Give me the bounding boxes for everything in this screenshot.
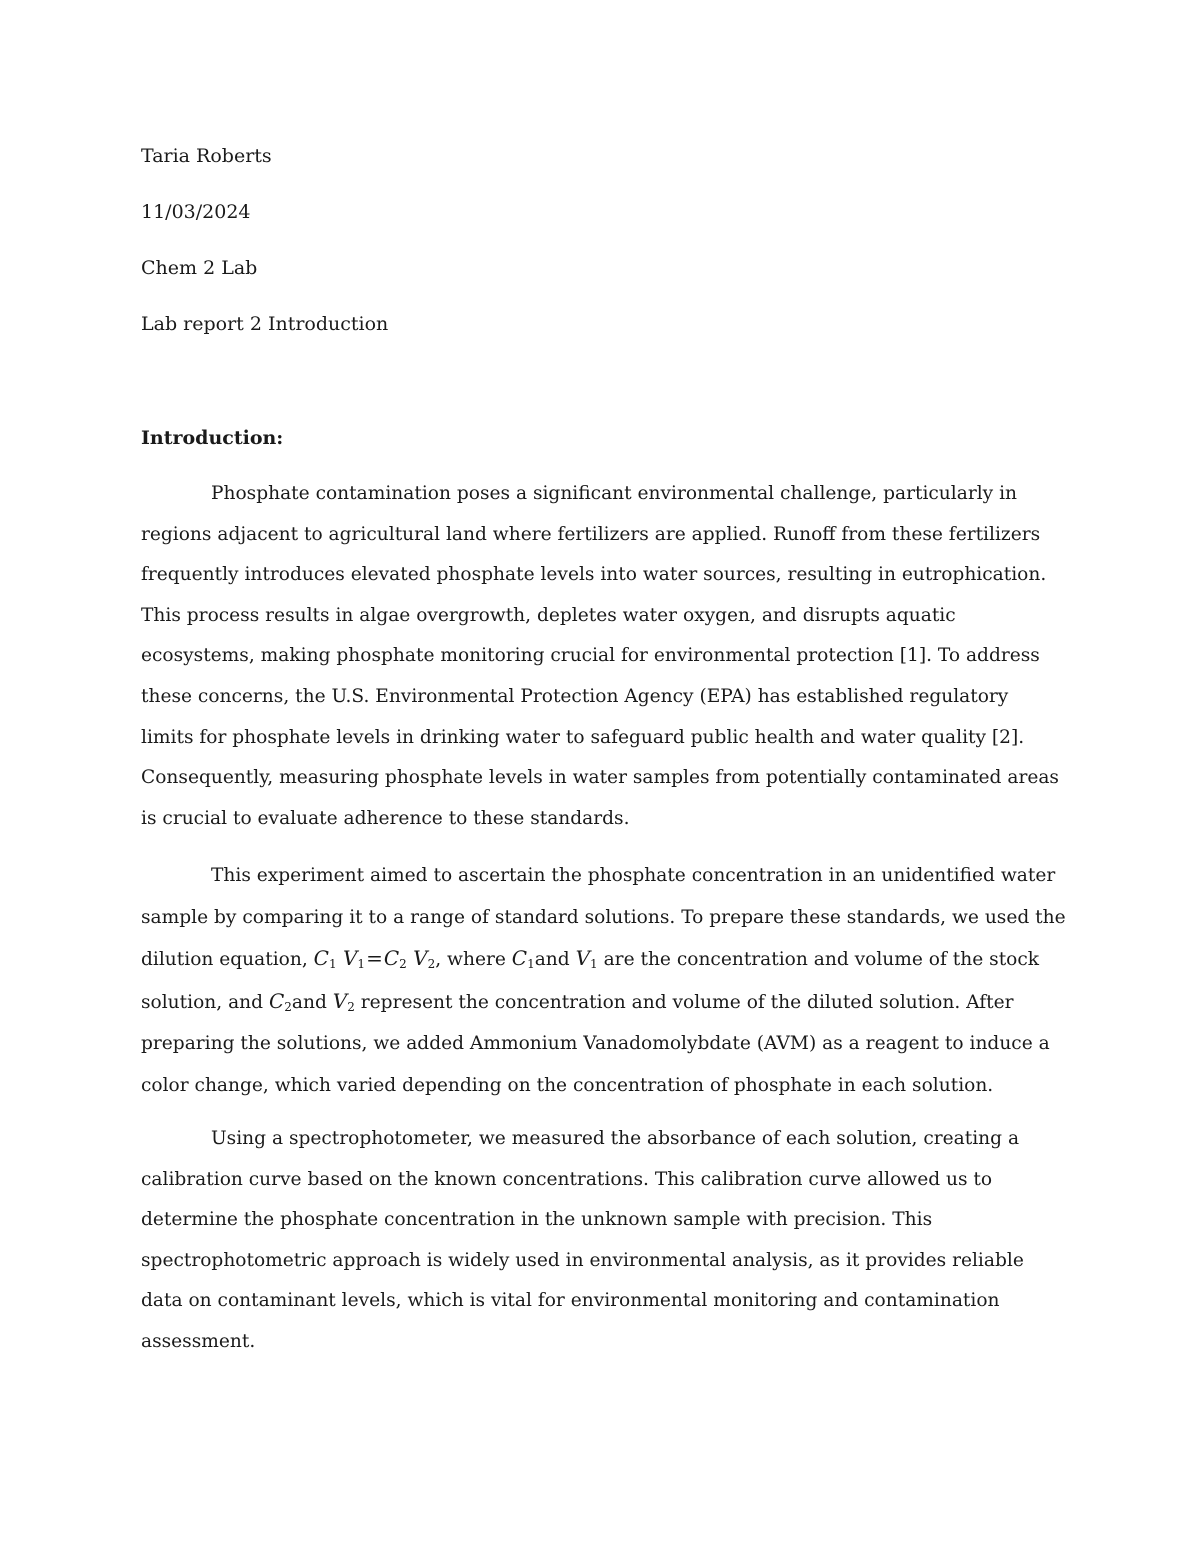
paragraph-1 bbox=[141, 474, 1059, 839]
text-fragment: represent the concentration and volume of the diluted solution. After bbox=[354, 991, 1014, 1013]
paragraph-line: calibration curve based on the known concentrations. This calibration curve allowed us to bbox=[141, 1168, 993, 1190]
paragraph-line: frequently introduces elevated phosphate levels into water sources, resulting in eutrophication. bbox=[141, 564, 1047, 586]
text-fragment: solution, and bbox=[141, 991, 269, 1013]
math-equals: = bbox=[366, 946, 383, 970]
text-fragment: and bbox=[291, 991, 333, 1013]
math-sub: 2 bbox=[347, 999, 355, 1014]
text-fragment: are the concentration and volume of the stock bbox=[597, 949, 1040, 970]
report-date: 11/03/2024 bbox=[141, 201, 251, 223]
paragraph-2 bbox=[141, 855, 1066, 1106]
paragraph-line: Consequently, measuring phosphate levels in water samples from potentially contaminated areas bbox=[141, 767, 1059, 789]
math-var: C bbox=[268, 988, 285, 1013]
course-name: Chem 2 Lab bbox=[141, 257, 258, 279]
math-var: C bbox=[383, 946, 400, 970]
paragraph-line: data on contaminant levels, which is vital for environmental monitoring and contamination bbox=[141, 1290, 1000, 1312]
section-heading: Introduction: bbox=[141, 427, 284, 449]
paragraph-line: is crucial to evaluate adherence to these standards. bbox=[141, 807, 630, 829]
math-sub: 1 bbox=[328, 957, 337, 971]
math-var: V bbox=[413, 946, 428, 970]
math-c1 bbox=[512, 946, 535, 970]
math-var: C bbox=[511, 946, 528, 970]
math-c2 bbox=[269, 989, 292, 1013]
text-fragment: dilution equation, bbox=[141, 949, 314, 970]
paragraph-line: limits for phosphate levels in drinking water to safeguard public health and water quality [2]. bbox=[141, 726, 1025, 748]
math-sub: 2 bbox=[399, 957, 407, 971]
paragraph-line: determine the phosphate concentration in the unknown sample with precision. This bbox=[141, 1209, 933, 1231]
report-title: Lab report 2 Introduction bbox=[141, 313, 389, 335]
dilution-equation bbox=[314, 946, 436, 970]
paragraph-line: This experiment aimed to ascertain the phosphate concentration in an unidentified water bbox=[211, 865, 1056, 886]
paragraph-3 bbox=[141, 1119, 1056, 1363]
math-var: V bbox=[575, 946, 591, 970]
math-sub: 1 bbox=[527, 957, 535, 971]
math-v1 bbox=[576, 946, 598, 970]
paragraph-line: assessment. bbox=[141, 1330, 256, 1352]
paragraph-line: these concerns, the U.S. Environmental Protection Agency (EPA) has established regulatory bbox=[141, 685, 1009, 707]
math-sub: 2 bbox=[427, 957, 436, 971]
paragraph-line: spectrophotometric approach is widely used in environmental analysis, as it provides reliable bbox=[141, 1249, 1024, 1271]
math-var: C bbox=[313, 946, 329, 970]
paragraph-line: sample by comparing it to a range of standard solutions. To prepare these standards, we used the bbox=[141, 906, 1066, 928]
paragraph-line: preparing the solutions, we added Ammonium Vanadomolybdate (AVM) as a reagent to induce a bbox=[141, 1033, 1050, 1054]
math-var: V bbox=[342, 946, 358, 970]
paragraph-line: regions adjacent to agricultural land where fertilizers are applied. Runoff from these fertilizers bbox=[141, 523, 1041, 545]
paragraph-line: This process results in algae overgrowth, depletes water oxygen, and disrupts aquatic bbox=[141, 604, 956, 626]
math-var: V bbox=[332, 988, 348, 1013]
math-sub: 1 bbox=[357, 957, 366, 971]
paragraph-line: Using a spectrophotometer, we measured the absorbance of each solution, creating a bbox=[211, 1128, 1020, 1149]
paragraph-line: Phosphate contamination poses a significant environmental challenge, particularly in bbox=[211, 483, 1017, 504]
paragraph-line: ecosystems, making phosphate monitoring crucial for environmental protection [1]. To address bbox=[141, 645, 1040, 667]
math-sub: 1 bbox=[590, 957, 598, 971]
math-v2 bbox=[333, 989, 355, 1013]
text-fragment: and bbox=[534, 949, 576, 970]
paragraph-line: color change, which varied depending on the concentration of phosphate in each solution. bbox=[141, 1074, 994, 1096]
math-sub: 2 bbox=[284, 999, 292, 1014]
author-name: Taria Roberts bbox=[141, 145, 272, 167]
text-fragment: , where bbox=[435, 949, 512, 970]
paragraph-line-equation bbox=[141, 938, 1056, 981]
paragraph-line-equation bbox=[141, 981, 1056, 1024]
